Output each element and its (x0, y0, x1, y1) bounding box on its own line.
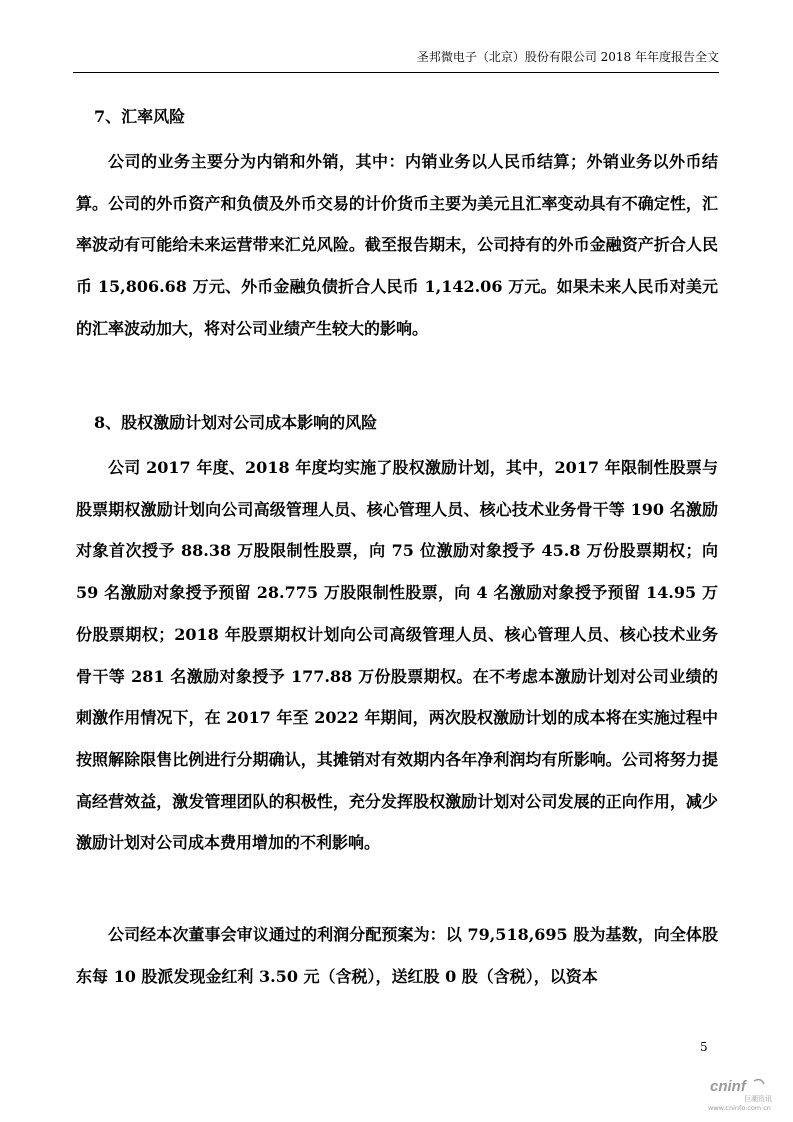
cninf-logo-watermark (708, 1076, 774, 1112)
section-heading-equity-incentive-risk: 8、股权激励计划对公司成本影响的风险 (94, 413, 378, 432)
paragraph-profit-distribution: 公司经本次董事会审议通过的利润分配预案为：以 79,518,695 股为基数，向全体股东每 10 股派发现金红利 3.50 元（含税），送红股 0 股（含税），以资本 (76, 925, 718, 986)
logo-chinese-name: 巨潮资讯 (744, 1095, 772, 1103)
report-header-title: 圣邦微电子（北京）股份有限公司 2018 年年度报告全文 (416, 50, 719, 64)
paragraph-exchange-rate-risk: 公司的业务主要分为内销和外销，其中：内销业务以人民币结算；外销业务以外币结算。公司的外币资产和负债及外币交易的计价货币主要为美元且汇率变动具有不确定性，汇率波动有可能给未来运营带来汇兑风险。截至报告期末，公司持有的外币金融资产折合人民币 15,806.68 万元、外币金融负债折合人民币 1,142.06 万元。如果未来人民币对美元的汇率波动加大，将对公司业绩产生较大的影响。 (76, 152, 718, 338)
header-divider (73, 72, 719, 73)
paragraph-equity-incentive-risk: 公司 2017 年度、2018 年度均实施了股权激励计划，其中，2017 年限制性股票与股票期权激励计划向公司高级管理人员、核心管理人员、核心技术业务骨干等 190 名激励对象首次授予 88.38 万股限制性股票，向 75 位激励对象授予 45.8 万份股票期权；向 59 名激励对象授予预留 28.775 万股限制性股票，向 4 名激励对象授予预留 14.95 万份股票期权；2018 年股票期权计划向公司高级管理人员、核心管理人员、核心技术业务骨干等 281 名激励对象授予 177.88 万份股票期权。在不考虑本激励计划对公司业绩的刺激作用情况下，在 2017 年至 2022 年期间，两次股权激励计划的成本将在实施过程中按照解除限售比例进行分期确认，其摊销对有效期内各年净利润均有所影响。公司将努力提高经营效益，激发管理团队的积极性，充分发挥股权激励计划对公司发展的正向作用，减少激励计划对公司成本费用增加的不利影响。 (76, 458, 718, 853)
logo-brand-text: cninf (710, 1078, 746, 1095)
logo-url: www.cninfo.com.cn (708, 1104, 771, 1112)
section-heading-exchange-rate-risk: 7、汇率风险 (94, 107, 186, 126)
logo-swoosh-icon (754, 1080, 764, 1084)
page-number: 5 (700, 1040, 708, 1054)
